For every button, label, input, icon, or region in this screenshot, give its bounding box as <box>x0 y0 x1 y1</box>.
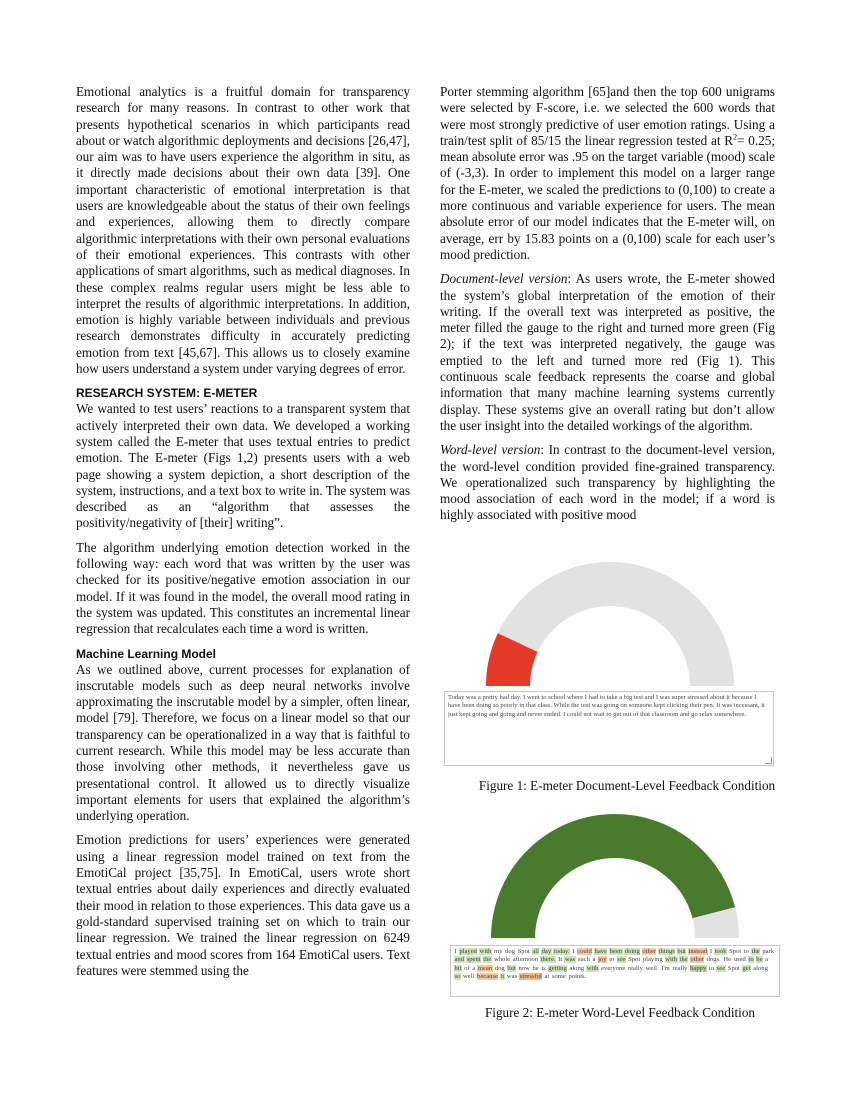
highlighted-word: really <box>672 964 688 972</box>
highlighted-word: used <box>733 956 746 964</box>
highlighted-word: joy <box>598 956 607 964</box>
figure-2-caption: Figure 2: E-meter Word-Level Feedback Condition <box>484 1005 756 1020</box>
highlighted-word: a <box>472 964 476 972</box>
paragraph-porter-stemming <box>440 84 775 263</box>
highlighted-word: see <box>617 956 626 964</box>
highlighted-word: today. <box>553 948 570 955</box>
highlighted-word: bit <box>454 964 462 972</box>
right-column <box>440 84 775 524</box>
paragraph-emotional-analytics: Emotional analytics is a fruitful domain for transparency research for many reasons. In contrast to other work that presents hypothetical scenarios in which participants read about or watch algorithmic deployments and decisions [26,47], our aim was to have users experience the algorithm in situ, as it directly made decisions about their own data [39]. One important characteristic of emotional interpretation is that users are knowledgeable about the status of their own feelings and experiences, allowing them to directly compare algorithmic interpretations with their own personal evaluations of their emotional experiences. This contrasts with other applications of smart algorithms, such as medical diagnoses. In these complex realms regular users might be less able to interpret the results of algorithmic interpretations. In addition, emotion is highly variable between individuals and previous research demonstrates difficulty in accurately predicting emotion from text [45,67]. This allows us to closely examine how users understand a system under varying degrees of error. <box>76 84 410 377</box>
highlighted-word: is <box>541 964 546 972</box>
highlighted-word: stressful <box>519 973 542 981</box>
paragraph-emotion-predictions: Emotion predictions for users’ experiences were generated using a linear regression model trained on text from the EmotiCal project [35,75]. In EmotiCal, users wrote short textual entries about daily experiences and directly evaluated their mood in relation to those experiences. This data gave us a gold-standard supervised training set on which to train our linear regression. We trained the linear regression on 6249 textual entries and mood scores from 164 EmotiCal users. Text features were stemmed using the <box>76 832 410 978</box>
highlighted-word: played <box>459 948 477 955</box>
gauge-fill <box>508 643 518 686</box>
highlighted-word: at <box>544 973 550 981</box>
highlighted-word: there. <box>540 956 556 964</box>
highlighted-word: now <box>518 964 530 972</box>
highlighted-word: day <box>541 948 552 955</box>
highlighted-word: could <box>577 948 592 955</box>
highlighted-word: because <box>477 973 498 981</box>
highlighted-word: things <box>658 948 675 955</box>
highlighted-word: doing <box>624 948 640 955</box>
highlighted-word: dog <box>494 964 505 972</box>
highlighted-word: the <box>679 956 688 964</box>
word-level-label: Word-level version <box>440 442 541 458</box>
highlighted-word: to <box>708 964 715 972</box>
porter-text-b: = 0.25; mean absolute error was .95 on the target variable (mood) scale of (-3,3). In order to implement this model on a larger range for the E-meter, we scaled the predictions to (0,100) to create a more continuous and variable experience for users. The mean absolute error of our model indicates that the E-meter will, on average, err by 15.83 points on a (0,100) scale for each user’s mood prediction. <box>440 132 775 262</box>
highlighted-word: get <box>742 964 751 972</box>
paragraph-document-level <box>440 271 775 434</box>
figure-2-gauge <box>485 812 745 942</box>
highlighted-word: everyone <box>601 964 626 972</box>
highlighted-word: I <box>709 948 713 955</box>
highlighted-word: to <box>748 956 754 964</box>
word-level-text: : In contrast to the document-level version, the word-level condition provided fine-grained transparency. We operationalized such transparency by highlighting the mood association of each word in the model; if a word is highly associated with positive mood <box>440 442 775 523</box>
highlighted-word: have <box>594 948 607 955</box>
highlighted-word: well <box>463 973 475 981</box>
highlighted-word: park <box>762 948 775 955</box>
highlighted-word: such <box>577 956 590 964</box>
highlighted-word: with <box>586 964 599 972</box>
highlighted-word: so <box>454 973 461 981</box>
figure-1-entry-text: Today was a pretty bad day. I went to school where I had to take a big test and I was super stressed about it because I have been doing so poorly in that class. While the test was going on someone kept clicking their pen. It was incessant, it just kept going and going and never ended. I could not wait to get out of that classroom and go relax somewhere. <box>448 694 765 718</box>
highlighted-word: other <box>642 948 656 955</box>
highlighted-word: It <box>558 956 563 964</box>
figure-1-gauge <box>480 560 740 690</box>
highlighted-word: dogs. <box>706 956 721 964</box>
highlighted-word: took <box>714 948 727 955</box>
highlighted-word: instead <box>688 948 708 955</box>
highlighted-word: it <box>500 973 505 981</box>
highlighted-word: my <box>493 948 503 955</box>
figure-2-text-box[interactable] <box>450 945 780 997</box>
highlighted-word: really <box>627 964 643 972</box>
highlighted-word: was <box>506 973 518 981</box>
paragraph-word-level <box>440 442 775 523</box>
highlighted-word: and <box>454 956 465 964</box>
left-column <box>76 84 410 979</box>
highlighted-word: all <box>532 948 539 955</box>
resize-handle[interactable] <box>765 757 772 764</box>
highlighted-word: along <box>753 964 768 972</box>
highlighted-word: points. <box>568 973 587 981</box>
highlighted-word: I'm <box>661 964 670 972</box>
highlighted-word: he <box>532 964 539 972</box>
highlighted-word: to <box>609 956 615 964</box>
section-heading-research-system: RESEARCH SYSTEM: E-METER <box>76 386 258 401</box>
porter-text-a: Porter stemming algorithm [65]and then the top 600 unigrams were selected by F-score, i.e. we selected the 600 words that were most strongly predictive of user emotion ratings. Using a train/test split of 85/15 the linear regression tested at R <box>440 84 775 148</box>
highlighted-word: happy <box>690 964 707 972</box>
paragraph-ml-model: As we outlined above, current processes for explanation of inscrutable models such as deep neural networks involve approximating the inscrutable model by a simpler, often linear, model [79]. Therefore, we focus on a linear model so that our transparency can be operationalized in a way that is faithful to current research. While this model may be less accurate than those involving other methods, it nevertheless gave us presentational control. It allowed us to directly visualize important elements for users that explained the algorithm’s underlying operation. <box>76 661 410 824</box>
highlighted-word: I <box>454 948 457 955</box>
highlighted-word: be <box>756 956 763 964</box>
highlighted-word: to <box>743 948 749 955</box>
highlighted-word: He <box>723 956 732 964</box>
gauge-track <box>508 584 712 686</box>
r-squared-sup: 2 <box>733 132 738 142</box>
highlighted-word: Spot <box>517 948 530 955</box>
highlighted-word: along <box>569 964 585 972</box>
highlighted-word: whole <box>493 956 511 964</box>
highlighted-word: a <box>765 956 769 964</box>
highlighted-word: Spot <box>727 964 740 972</box>
highlighted-word: with <box>479 948 492 955</box>
highlighted-word: Spot <box>628 956 641 964</box>
paragraph-algorithm: The algorithm underlying emotion detection worked in the following way: each word that was written by the user was checked for its positive/negative emotion association in our model. If it was found in the model, the overall mood rating in the system was updated. This constitutes an incremental linear regression that recalculates each time a word is written. <box>76 539 410 637</box>
highlighted-word: some <box>551 973 566 981</box>
highlighted-word: afternoon <box>512 956 539 964</box>
highlighted-word: was <box>564 956 576 964</box>
highlighted-word: of <box>464 964 470 972</box>
highlighted-word: well. <box>645 964 659 972</box>
highlighted-word: with <box>665 956 678 964</box>
highlighted-word: mean <box>477 964 493 972</box>
document-level-text: : As users wrote, the E-meter showed the system’s global interpretation of the emotion of their writing. If the overall text was interpreted as positive, the meter filled the gauge to the right and turned more green (Fig 2); if the text was interpreted negatively, the gauge was emptied to the left and turned more red (Fig 1). This continuous scale feedback represents the coarse and global information that many machine learning systems currently display. These systems give an overall rating but don’t allow the user insight into the detailed workings of the algorithm. <box>440 271 775 433</box>
highlighted-word: Spot <box>729 948 742 955</box>
figure-1-caption: Figure 1: E-meter Document-Level Feedback Condition <box>478 778 776 793</box>
highlighted-word: a <box>592 956 596 964</box>
highlighted-word: other <box>690 956 704 964</box>
highlighted-word: I <box>572 948 575 955</box>
highlighted-word: but <box>677 948 686 955</box>
subsection-heading-ml-model: Machine Learning Model <box>76 646 217 661</box>
paragraph-research-system: We wanted to test users’ reactions to a transparent system that actively interpreted their own data. We developed a working system called the E-meter that uses textual entries to predict emotion. The E-meter (Figs 1,2) presents users with a web page showing a system depiction, a short description of the system, instructions, and a text box to write in. The system was described as an “algorithm that assesses the positivity/negativity of [their] writing”. <box>76 401 410 531</box>
document-level-label: Document-level version <box>440 271 568 287</box>
highlighted-word: playing <box>642 956 663 964</box>
highlighted-word: been <box>609 948 623 955</box>
gauge-fill <box>513 836 714 938</box>
highlighted-word: see <box>716 964 726 972</box>
highlighted-word: the <box>751 948 760 955</box>
highlighted-word: the <box>483 956 492 964</box>
highlighted-word: getting <box>548 964 567 972</box>
highlighted-word: but <box>507 964 516 972</box>
highlighted-word: spent <box>466 956 481 964</box>
highlighted-word: dog <box>505 948 515 955</box>
figure-1-text-box[interactable] <box>444 691 774 766</box>
